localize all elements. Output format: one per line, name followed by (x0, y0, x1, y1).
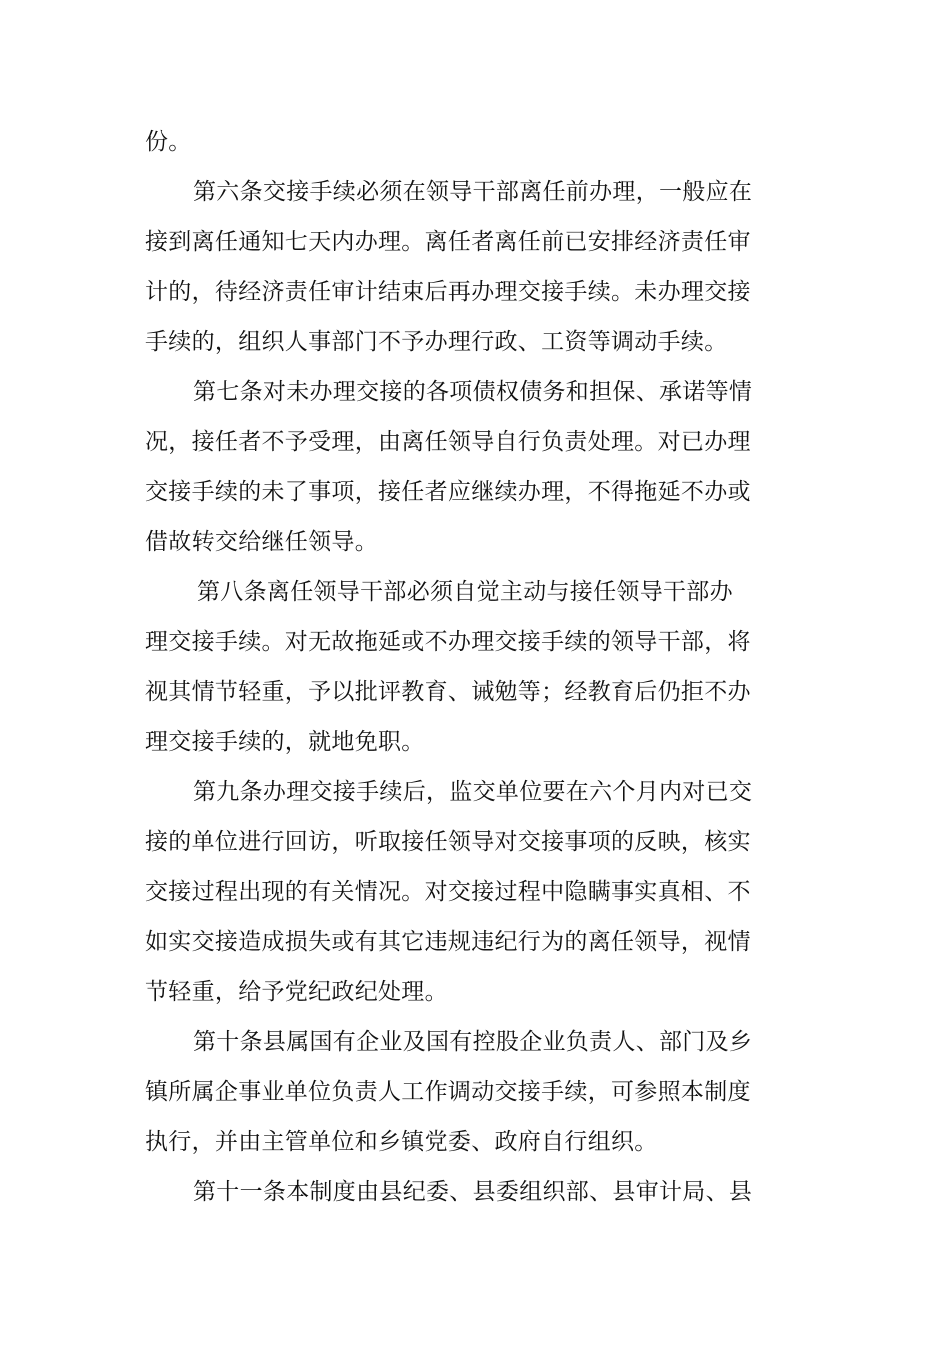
text-line: 第八条离任领导干部必须自觉主动与接任领导干部办 (197, 579, 733, 605)
text-line: 执行，并由主管单位和乡镇党委、政府自行组织。 (145, 1129, 658, 1155)
text-line: 第十条县属国有企业及国有控股企业负责人、部门及乡 (193, 1029, 753, 1055)
text-line: 手续的，组织人事部门不予办理行政、工资等调动手续。 (145, 329, 728, 355)
text-line: 视其情节轻重，予以批评教育、诫勉等；经教育后仍拒不办 (145, 679, 751, 705)
text-line: 接到离任通知七天内办理。离任者离任前已安排经济责任审 (145, 229, 751, 255)
text-line: 理交接手续。对无故拖延或不办理交接手续的领导干部，将 (145, 629, 751, 655)
text-line: 借故转交给继任领导。 (145, 529, 378, 555)
text-line: 交接手续的未了事项，接任者应继续办理，不得拖延不办或 (145, 479, 751, 505)
text-line: 况，接任者不予受理，由离任领导自行负责处理。对已办理 (145, 429, 751, 455)
text-line: 份。 (145, 129, 192, 155)
text-line: 接的单位进行回访，听取接任领导对交接事项的反映，核实 (145, 829, 751, 855)
text-line: 第十一条本制度由县纪委、县委组织部、县审计局、县 (193, 1179, 753, 1205)
text-line: 第九条办理交接手续后，监交单位要在六个月内对已交 (193, 779, 753, 805)
text-line: 计的，待经济责任审计结束后再办理交接手续。未办理交接 (145, 279, 751, 305)
text-line: 交接过程出现的有关情况。对交接过程中隐瞒事实真相、不 (145, 879, 751, 905)
text-line: 节轻重，给予党纪政纪处理。 (145, 979, 448, 1005)
text-line: 第七条对未办理交接的各项债权债务和担保、承诺等情 (193, 379, 753, 405)
text-line: 镇所属企事业单位负责人工作调动交接手续，可参照本制度 (145, 1079, 751, 1105)
text-line: 第六条交接手续必须在领导干部离任前办理，一般应在 (193, 179, 753, 205)
text-line: 如实交接造成损失或有其它违规违纪行为的离任领导，视情 (145, 929, 751, 955)
text-line: 理交接手续的，就地免职。 (145, 729, 425, 755)
